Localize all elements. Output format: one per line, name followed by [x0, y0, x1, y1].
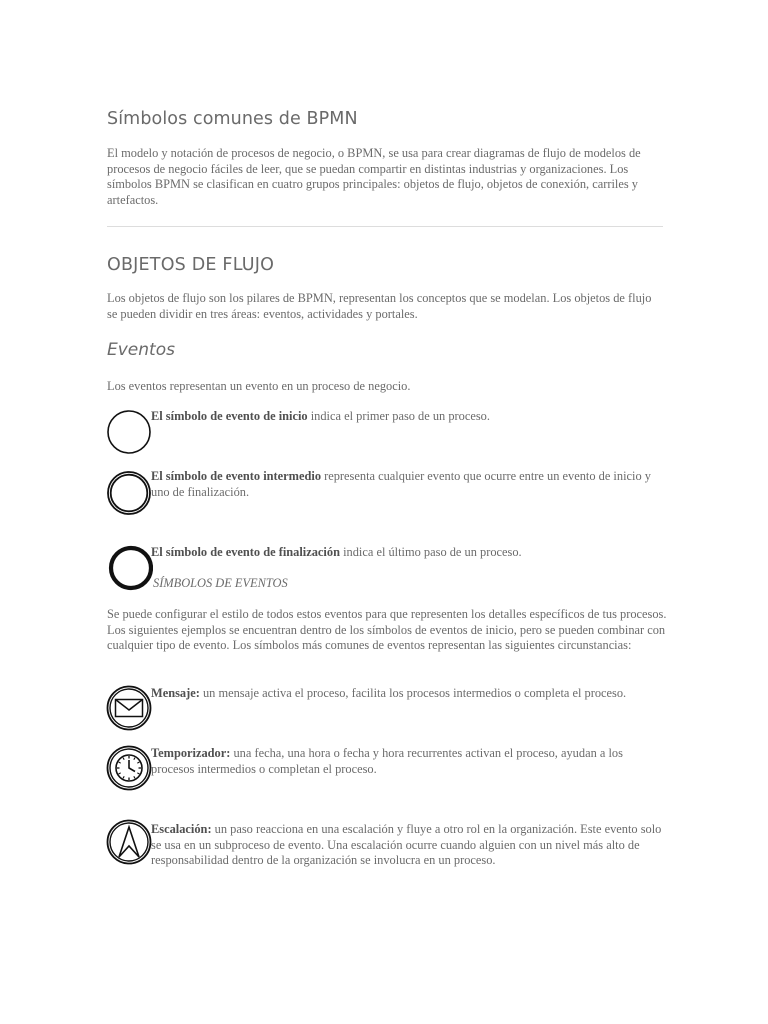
- flow-objects-paragraph: Los objetos de flujo son los pilares de BPMN, representan los conceptos que se modelan. Los objetos de flujo se pueden dividir en tres áreas: eventos, actividades y portales.: [107, 291, 652, 321]
- event-symbol-end: [151, 545, 663, 561]
- end-event-circle-icon: [105, 543, 153, 591]
- event-symbol-end-text: indica el último paso de un proceso.: [339, 545, 522, 559]
- event-type-timer: [151, 746, 663, 777]
- section-divider: [107, 226, 663, 227]
- event-symbol-intermediate-label: El símbolo de evento intermedio: [151, 469, 322, 483]
- envelope-icon: [105, 683, 153, 731]
- event-type-message-text: un mensaje activa el proceso, facilita los procesos intermedios o completa el proceso.: [199, 686, 627, 700]
- section-title-bpmn: Símbolos comunes de BPMN: [107, 109, 358, 129]
- event-symbol-start-label: El símbolo de evento de inicio: [151, 409, 308, 423]
- event-type-timer-label: Temporizador:: [151, 746, 231, 760]
- event-symbol-intermediate: [151, 469, 663, 500]
- intro-paragraph: El modelo y notación de procesos de negocio, o BPMN, se usa para crear diagramas de flujo de modelos de procesos de negocio fáciles de leer, que se puedan compartir en distintas industrias y organizaciones. Los símbolos BPMN se clasifican en cuatro grupos principales: objetos de flujo, objetos de conexión, carriles y artefactos.: [107, 146, 641, 207]
- event-symbol-start-text: indica el primer paso de un proceso.: [307, 409, 490, 423]
- event-type-message: [151, 686, 663, 702]
- event-symbol-start: [151, 409, 663, 425]
- section-title-flow-objects: OBJETOS DE FLUJO: [107, 255, 275, 275]
- event-type-escalation: [151, 822, 663, 869]
- event-type-escalation-text: un paso reacciona en una escalación y fluye a otro rol en la organización. Este evento solo se usa en un subproceso de evento. Una escalación ocurre cuando alguien con un nivel más alto de responsabilidad dentro de la organización se involucra en un proceso.: [151, 822, 662, 868]
- figure-caption: SÍMBOLOS DE EVENTOS: [153, 576, 288, 590]
- intermediate-event-circle-icon: [105, 468, 153, 516]
- start-event-circle-icon: [105, 408, 153, 456]
- event-type-escalation-label: Escalación:: [151, 822, 212, 836]
- event-type-timer-text: una fecha, una hora o fecha y hora recurrentes activan el proceso, ayudan a los procesos intermedios o completan el proceso.: [151, 746, 623, 776]
- events-paragraph: Los eventos representan un evento en un proceso de negocio.: [107, 379, 411, 393]
- clock-icon: [105, 744, 153, 792]
- event-symbol-intermediate-text: representa cualquier evento que ocurre entre un evento de inicio y uno de finalización.: [151, 469, 651, 499]
- event-symbol-end-label: El símbolo de evento de finalización: [151, 545, 340, 559]
- subsection-title-events: Eventos: [107, 340, 175, 360]
- escalation-arrow-icon: [105, 818, 153, 866]
- event-type-message-label: Mensaje:: [151, 686, 200, 700]
- configuration-paragraph: Se puede configurar el estilo de todos estos eventos para que representen los detalles específicos de tus procesos. Los siguientes ejemplos se encuentran dentro de los símbolos de eventos de inicio, pero se pueden combinar con cualquier tipo de evento. Los símbolos más comunes de eventos representan las siguientes circunstancias:: [107, 607, 667, 653]
